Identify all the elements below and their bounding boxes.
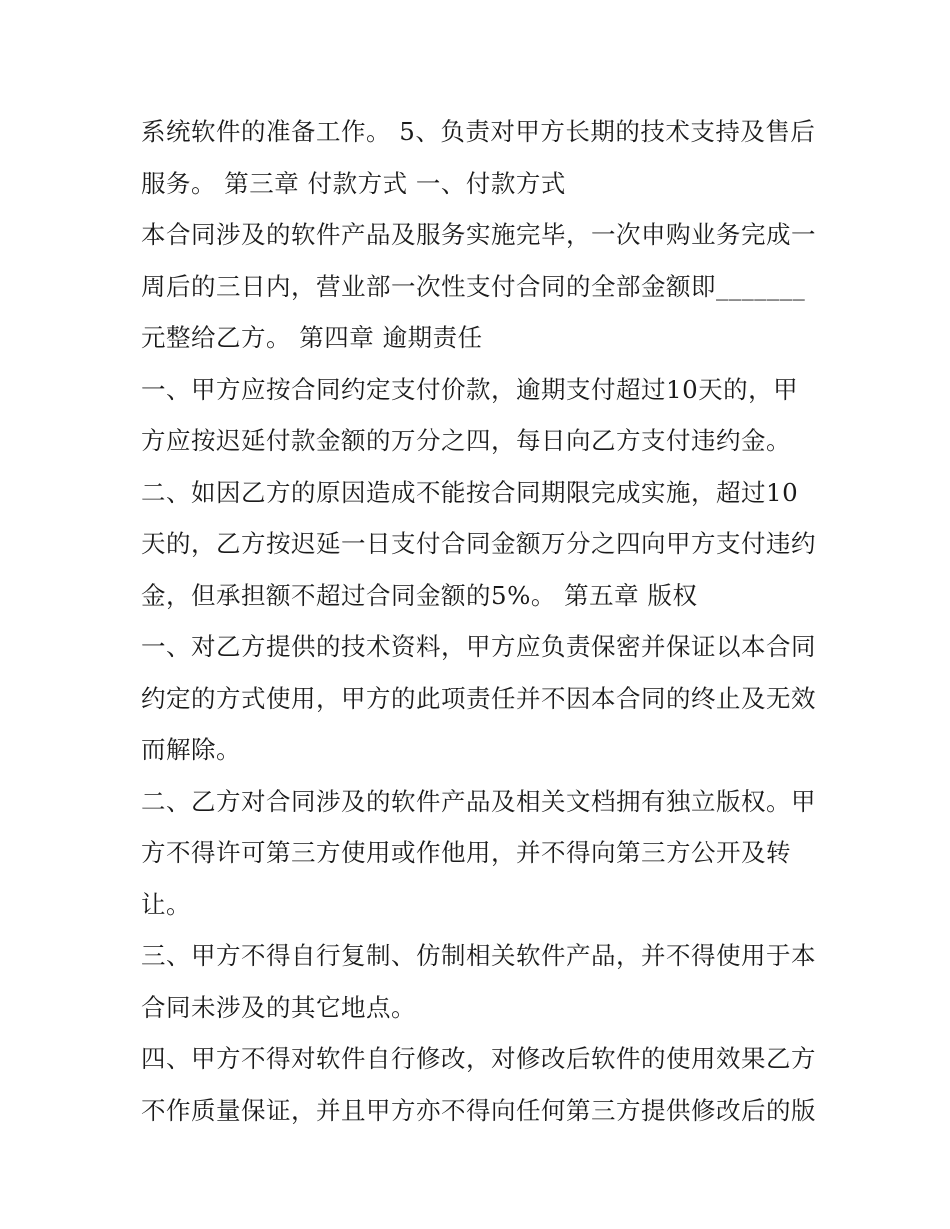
paragraph-2: 本合同涉及的软件产品及服务实施完毕，一次申购业务完成一周后的三日内，营业部一次性支付合同的全部金额即_______元整给乙方。 第四章 逾期责任	[141, 220, 816, 352]
paragraph-5: 一、对乙方提供的技术资料，甲方应负责保密并保证以本合同约定的方式使用，甲方的此项责任并不因本合同的终止及无效而解除。	[141, 632, 816, 764]
paragraph-7: 三、甲方不得自行复制、仿制相关软件产品，并不得使用于本合同未涉及的其它地点。	[141, 941, 816, 1022]
paragraph-1: 系统软件的准备工作。 5、负责对甲方长期的技术支持及售后服务。 第三章 付款方式 一、付款方式	[141, 117, 816, 198]
paragraph-6: 二、乙方对合同涉及的软件产品及相关文档拥有独立版权。甲方不得许可第三方使用或作他用，并不得向第三方公开及转让。	[141, 786, 816, 919]
paragraph-4: 二、如因乙方的原因造成不能按合同期限完成实施，超过10天的，乙方按迟延一日支付合同金额万分之四向甲方支付违约金，但承担额不超过合同金额的5%。 第五章 版权	[141, 477, 816, 610]
paragraph-3: 一、甲方应按合同约定支付价款，逾期支付超过10天的，甲方应按迟延付款金额的万分之四，每日向乙方支付违约金。	[141, 374, 799, 455]
document-body	[141, 106, 821, 1136]
paragraph-8: 四、甲方不得对软件自行修改，对修改后软件的使用效果乙方不作质量保证，并且甲方亦不得向任何第三方提供修改后的版	[141, 1044, 816, 1125]
